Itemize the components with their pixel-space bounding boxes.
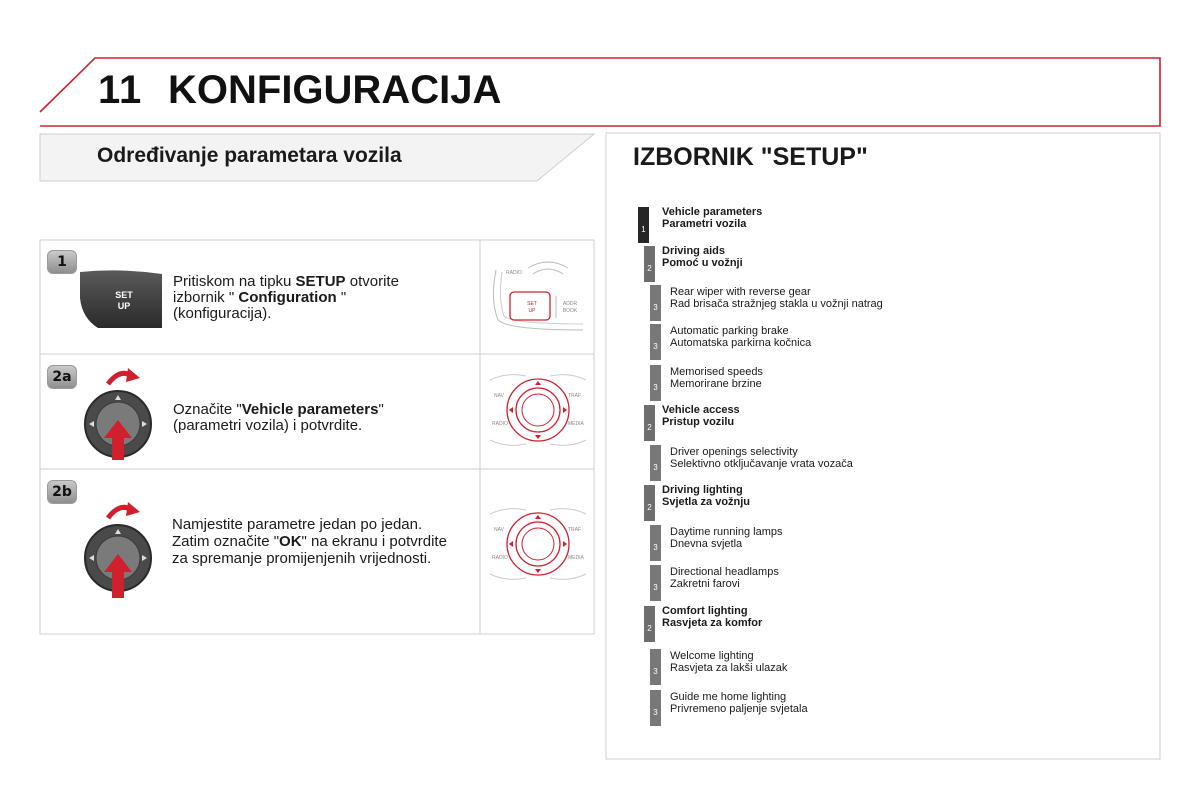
menu-level-marker: 3 — [650, 285, 661, 321]
rotary-knob-icon — [80, 362, 160, 462]
panel-setup-label-1: SET — [527, 301, 537, 307]
menu-item-hr: Pomoć u vožnji — [662, 257, 743, 269]
panel-setup-label-2: UP — [528, 308, 536, 314]
menu-item-hr: Dnevna svjetla — [670, 538, 743, 550]
panel-traf-label: TRAF — [568, 393, 582, 399]
menu-level-marker: 2 — [644, 485, 655, 521]
setup-label-2: UP — [117, 301, 131, 311]
panel-addr-label-1: ADDR — [562, 301, 578, 307]
step-badge-2b: 2b — [47, 480, 77, 504]
step-badge-2a: 2a — [47, 365, 77, 389]
menu-item — [662, 605, 762, 629]
menu-item — [662, 206, 762, 230]
menu-level-marker: 1 — [638, 207, 649, 243]
menu-item-hr: Parametri vozila — [662, 218, 747, 230]
menu-item-en: Driving aids — [662, 245, 725, 257]
rotary-knob-icon — [80, 496, 160, 600]
menu-level-marker: 2 — [644, 246, 655, 282]
menu-item-en: Vehicle access — [662, 404, 740, 416]
step-2b-text: Namjestite parametre jedan po jedan. Zatim označite "OK" na ekranu i potvrdite za spremanje promijenjenih vrijednosti. — [172, 516, 447, 567]
menu-item-hr: Zakretni farovi — [670, 578, 740, 590]
section-title: Određivanje parametara vozila — [97, 144, 402, 167]
step-1-text: Pritiskom na tipku SETUP otvorite izbornik " Configuration " (konfiguracija). — [173, 273, 399, 322]
panel-radio-label: RADIO — [492, 555, 508, 561]
menu-item — [670, 286, 883, 310]
menu-item-en: Vehicle parameters — [662, 206, 763, 218]
menu-item-en: Rear wiper with reverse gear — [670, 286, 811, 298]
menu-item — [670, 526, 783, 550]
menu-item-en: Directional headlamps — [670, 566, 779, 578]
menu-item-hr: Privremeno paljenje svjetala — [670, 703, 808, 715]
step-badge-1: 1 — [47, 250, 77, 274]
menu-item — [670, 366, 763, 390]
menu-item-hr: Selektivno otključavanje vrata vozača — [670, 458, 853, 470]
panel-media-label: MEDIA — [568, 555, 584, 561]
step-2a-text: Označite "Vehicle parameters" (parametri vozila) i potvrdite. — [173, 401, 384, 434]
menu-item-hr: Rad brisača stražnjeg stakla u vožnji natrag — [670, 298, 883, 310]
menu-item — [670, 325, 811, 349]
menu-level-marker: 3 — [650, 690, 661, 726]
menu-item-en: Driving lighting — [662, 484, 743, 496]
menu-item — [662, 245, 743, 269]
chapter-number: 11 — [98, 68, 143, 112]
panel-radio-label: RADIO — [492, 421, 508, 427]
menu-item — [670, 650, 787, 674]
panel-radio-label: RADIO — [506, 270, 522, 276]
panel-nav-label: NAV — [494, 527, 504, 533]
menu-item-hr: Rasvjeta za komfor — [662, 617, 763, 629]
setup-button-icon — [76, 268, 166, 330]
menu-level-marker: 2 — [644, 405, 655, 441]
menu-level-marker: 3 — [650, 525, 661, 561]
setup-label-1: SET — [115, 290, 133, 300]
menu-title: IZBORNIK "SETUP" — [633, 143, 868, 171]
menu-item-hr: Memorirane brzine — [670, 378, 762, 390]
menu-item-hr: Automatska parkirna kočnica — [670, 337, 812, 349]
menu-level-marker: 3 — [650, 365, 661, 401]
menu-item-en: Daytime running lamps — [670, 526, 783, 538]
menu-item-en: Automatic parking brake — [670, 325, 789, 337]
menu-level-marker: 2 — [644, 606, 655, 642]
menu-item-en: Comfort lighting — [662, 605, 748, 617]
chapter-title: KONFIGURACIJA — [168, 68, 502, 112]
panel-nav-label: NAV — [494, 393, 504, 399]
nav-dial-diagram-2b — [486, 504, 590, 584]
setup-panel-diagram — [488, 260, 588, 340]
nav-dial-diagram-2a — [486, 370, 590, 450]
panel-traf-label: TRAF — [568, 527, 582, 533]
panel-addr-label-2: BOOK — [562, 308, 578, 314]
menu-item-en: Memorised speeds — [670, 366, 763, 378]
menu-item — [662, 484, 750, 508]
menu-level-marker: 3 — [650, 649, 661, 685]
panel-media-label: MEDIA — [568, 421, 584, 427]
menu-item — [670, 691, 808, 715]
menu-item-en: Driver openings selectivity — [670, 446, 798, 458]
menu-level-marker: 3 — [650, 324, 661, 360]
menu-level-marker: 3 — [650, 445, 661, 481]
menu-item-hr: Rasvjeta za lakši ulazak — [670, 662, 788, 674]
menu-item-en: Guide me home lighting — [670, 691, 787, 703]
menu-item — [670, 566, 779, 590]
menu-item-en: Welcome lighting — [670, 650, 754, 662]
menu-item-hr: Pristup vozilu — [662, 416, 735, 428]
menu-item — [662, 404, 740, 428]
menu-item — [670, 446, 853, 470]
menu-item-hr: Svjetla za vožnju — [662, 496, 751, 508]
menu-level-marker: 3 — [650, 565, 661, 601]
